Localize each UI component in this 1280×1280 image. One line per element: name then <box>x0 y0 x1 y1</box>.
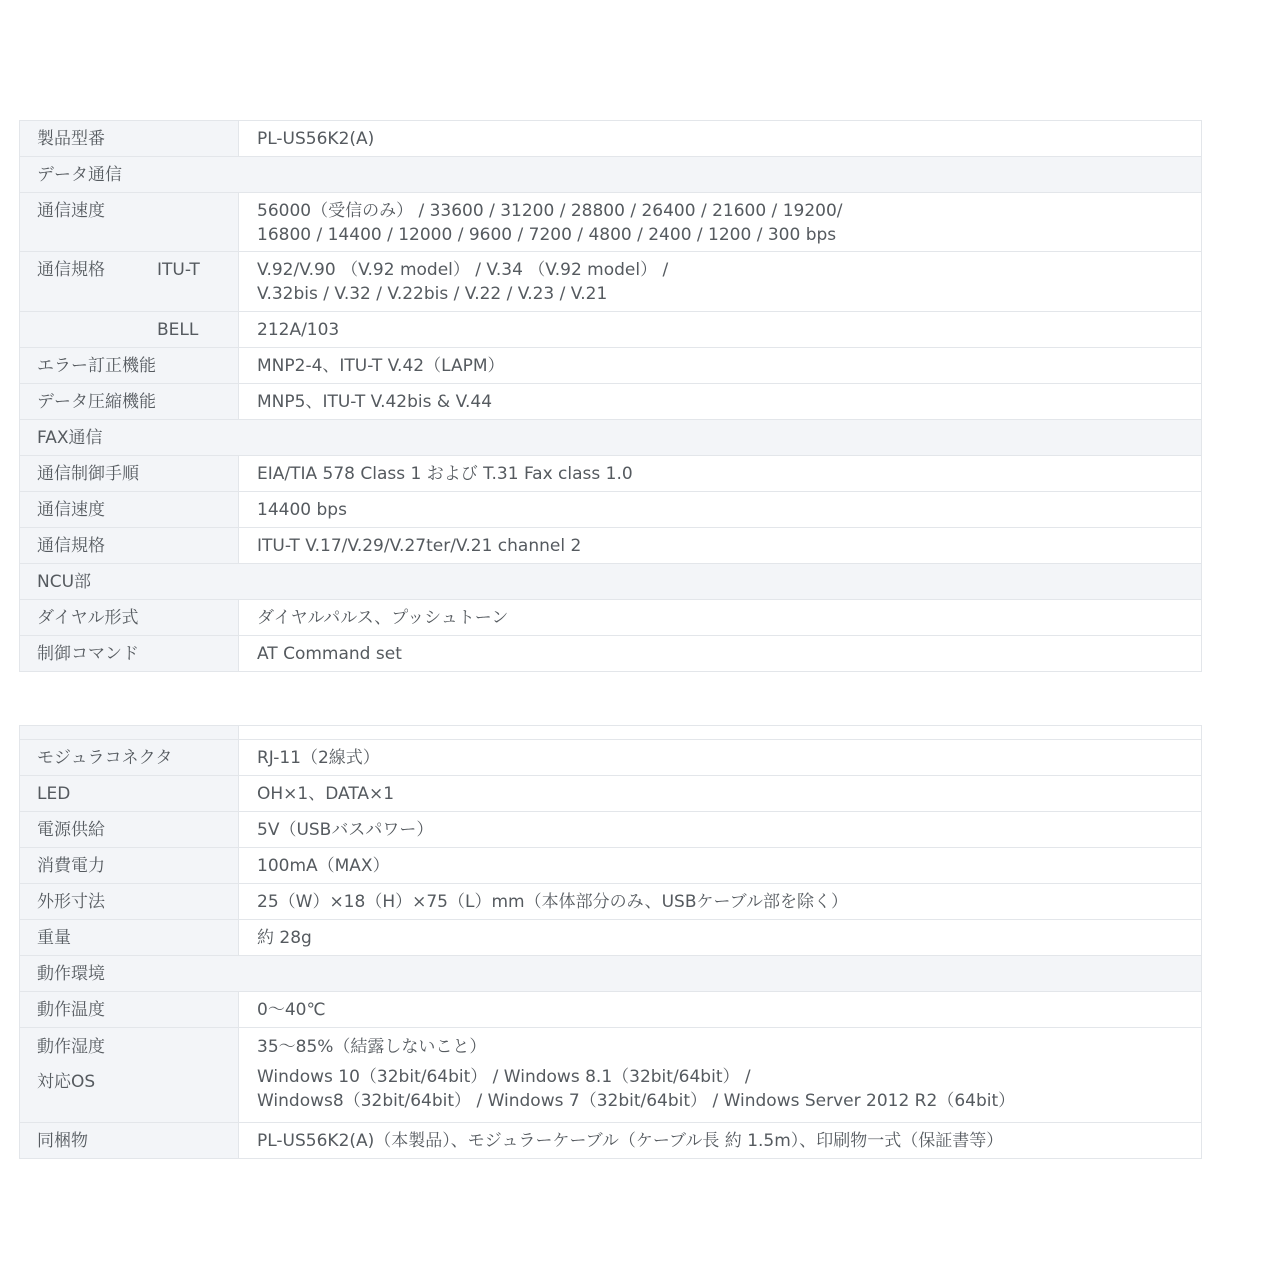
section-title: FAX通信 <box>20 420 1201 455</box>
spec-row-power-consumption <box>19 848 1202 884</box>
spec-value-line: Windows8（32bit/64bit） / Windows 7（32bit/64bit） / Windows Server 2012 R2（64bit） <box>257 1091 1016 1111</box>
spec-value: ダイヤルパルス、プッシュトーン <box>239 600 1201 635</box>
spec-value: PL-US56K2(A)（本製品）、モジュラーケーブル（ケーブル長 約 1.5m）、印刷物一式（保証書等） <box>239 1123 1201 1158</box>
spec-row-humidity-os <box>19 1028 1202 1123</box>
spec-table-top <box>19 120 1202 664</box>
spec-label: 動作湿度 <box>37 1037 105 1057</box>
spec-row-bundle <box>19 1123 1202 1159</box>
spec-row-power-supply <box>19 812 1202 848</box>
spec-value: 14400 bps <box>239 492 1201 527</box>
spec-row-error-correction <box>19 348 1202 384</box>
spec-label: 対応OS <box>37 1072 96 1092</box>
spec-label: 外形寸法 <box>20 884 239 919</box>
spec-label: 通信速度 <box>20 193 239 251</box>
spec-row-cutoff <box>19 726 1202 740</box>
spec-row-compression <box>19 384 1202 420</box>
spec-label: LED <box>20 776 239 811</box>
spec-value: MNP2-4、ITU-T V.42（LAPM） <box>239 348 1201 383</box>
spec-row-led <box>19 776 1202 812</box>
spec-row-standard-itu <box>19 252 1202 312</box>
section-title: データ通信 <box>20 157 1201 192</box>
spec-value-line: V.32bis / V.32 / V.22bis / V.22 / V.23 / V.21 <box>257 284 608 304</box>
spec-row-weight <box>19 920 1202 956</box>
spec-label: 消費電力 <box>20 848 239 883</box>
spec-value: 35〜85%（結露しないこと） <box>257 1037 487 1057</box>
section-header-ncu <box>19 564 1202 600</box>
spec-row-connector <box>19 740 1202 776</box>
spec-label: 製品型番 <box>20 121 239 156</box>
spec-label: ダイヤル形式 <box>20 600 239 635</box>
spec-value-line: V.92/V.90 （V.92 model） / V.34 （V.92 model） / <box>257 260 669 280</box>
spec-label: 動作温度 <box>20 992 239 1027</box>
spec-row-dial <box>19 600 1202 636</box>
spec-label-sub: ITU-T <box>157 260 200 280</box>
spec-label <box>20 726 239 739</box>
spec-row-command <box>19 636 1202 672</box>
spec-value-stack <box>239 1028 1201 1122</box>
spec-value: 212A/103 <box>239 312 1201 347</box>
spec-value: EIA/TIA 578 Class 1 および T.31 Fax class 1.0 <box>239 456 1201 491</box>
spec-label <box>20 252 239 311</box>
spec-row-fax-standard <box>19 528 1202 564</box>
spec-label: エラー訂正機能 <box>20 348 239 383</box>
spec-row-fax-protocol <box>19 456 1202 492</box>
spec-value: OH×1、DATA×1 <box>239 776 1201 811</box>
spec-value: ITU-T V.17/V.29/V.27ter/V.21 channel 2 <box>239 528 1201 563</box>
spec-value: 約 28g <box>239 920 1201 955</box>
spec-label: 同梱物 <box>20 1123 239 1158</box>
spec-value-line: 16800 / 14400 / 12000 / 9600 / 7200 / 4800 / 2400 / 1200 / 300 bps <box>257 225 837 245</box>
spec-value: PL-US56K2(A) <box>239 121 1201 156</box>
spec-label-main: 通信規格 <box>37 260 105 280</box>
spec-value <box>239 193 1201 251</box>
spec-value: 25（W）×18（H）×75（L）mm（本体部分のみ、USBケーブル部を除く） <box>239 884 1201 919</box>
spec-value <box>239 252 1201 311</box>
section-header-data <box>19 157 1202 193</box>
spec-value: RJ-11（2線式） <box>239 740 1201 775</box>
spec-label: 通信規格 <box>20 528 239 563</box>
spec-label: データ圧縮機能 <box>20 384 239 419</box>
spec-row-dimensions <box>19 884 1202 920</box>
section-title: NCU部 <box>20 564 1201 599</box>
spec-label: 重量 <box>20 920 239 955</box>
spec-value-line: 56000（受信のみ） / 33600 / 31200 / 28800 / 26400 / 21600 / 19200/ <box>257 201 843 221</box>
spec-label-sub: BELL <box>20 312 239 347</box>
spec-label: 通信速度 <box>20 492 239 527</box>
spec-label: 制御コマンド <box>20 636 239 671</box>
spec-value: 100mA（MAX） <box>239 848 1201 883</box>
spec-row-data-speed <box>19 193 1202 252</box>
spec-table-bottom <box>19 725 1202 1157</box>
spec-label: 通信制御手順 <box>20 456 239 491</box>
spec-label-stack <box>20 1028 239 1122</box>
spec-row-model <box>19 121 1202 157</box>
spec-label: モジュラコネクタ <box>20 740 239 775</box>
section-header-fax <box>19 420 1202 456</box>
spec-value: 0〜40℃ <box>239 992 1201 1027</box>
section-header-environment <box>19 956 1202 992</box>
spec-value: 5V（USBバスパワー） <box>239 812 1201 847</box>
spec-value-line: Windows 10（32bit/64bit） / Windows 8.1（32bit/64bit） / <box>257 1067 751 1087</box>
spec-value <box>239 726 1201 739</box>
spec-row-standard-bell <box>19 312 1202 348</box>
spec-value: MNP5、ITU-T V.42bis & V.44 <box>239 384 1201 419</box>
spec-row-temperature <box>19 992 1202 1028</box>
spec-value: AT Command set <box>239 636 1201 671</box>
spec-row-fax-speed <box>19 492 1202 528</box>
section-title: 動作環境 <box>20 956 1201 991</box>
spec-label: 電源供給 <box>20 812 239 847</box>
